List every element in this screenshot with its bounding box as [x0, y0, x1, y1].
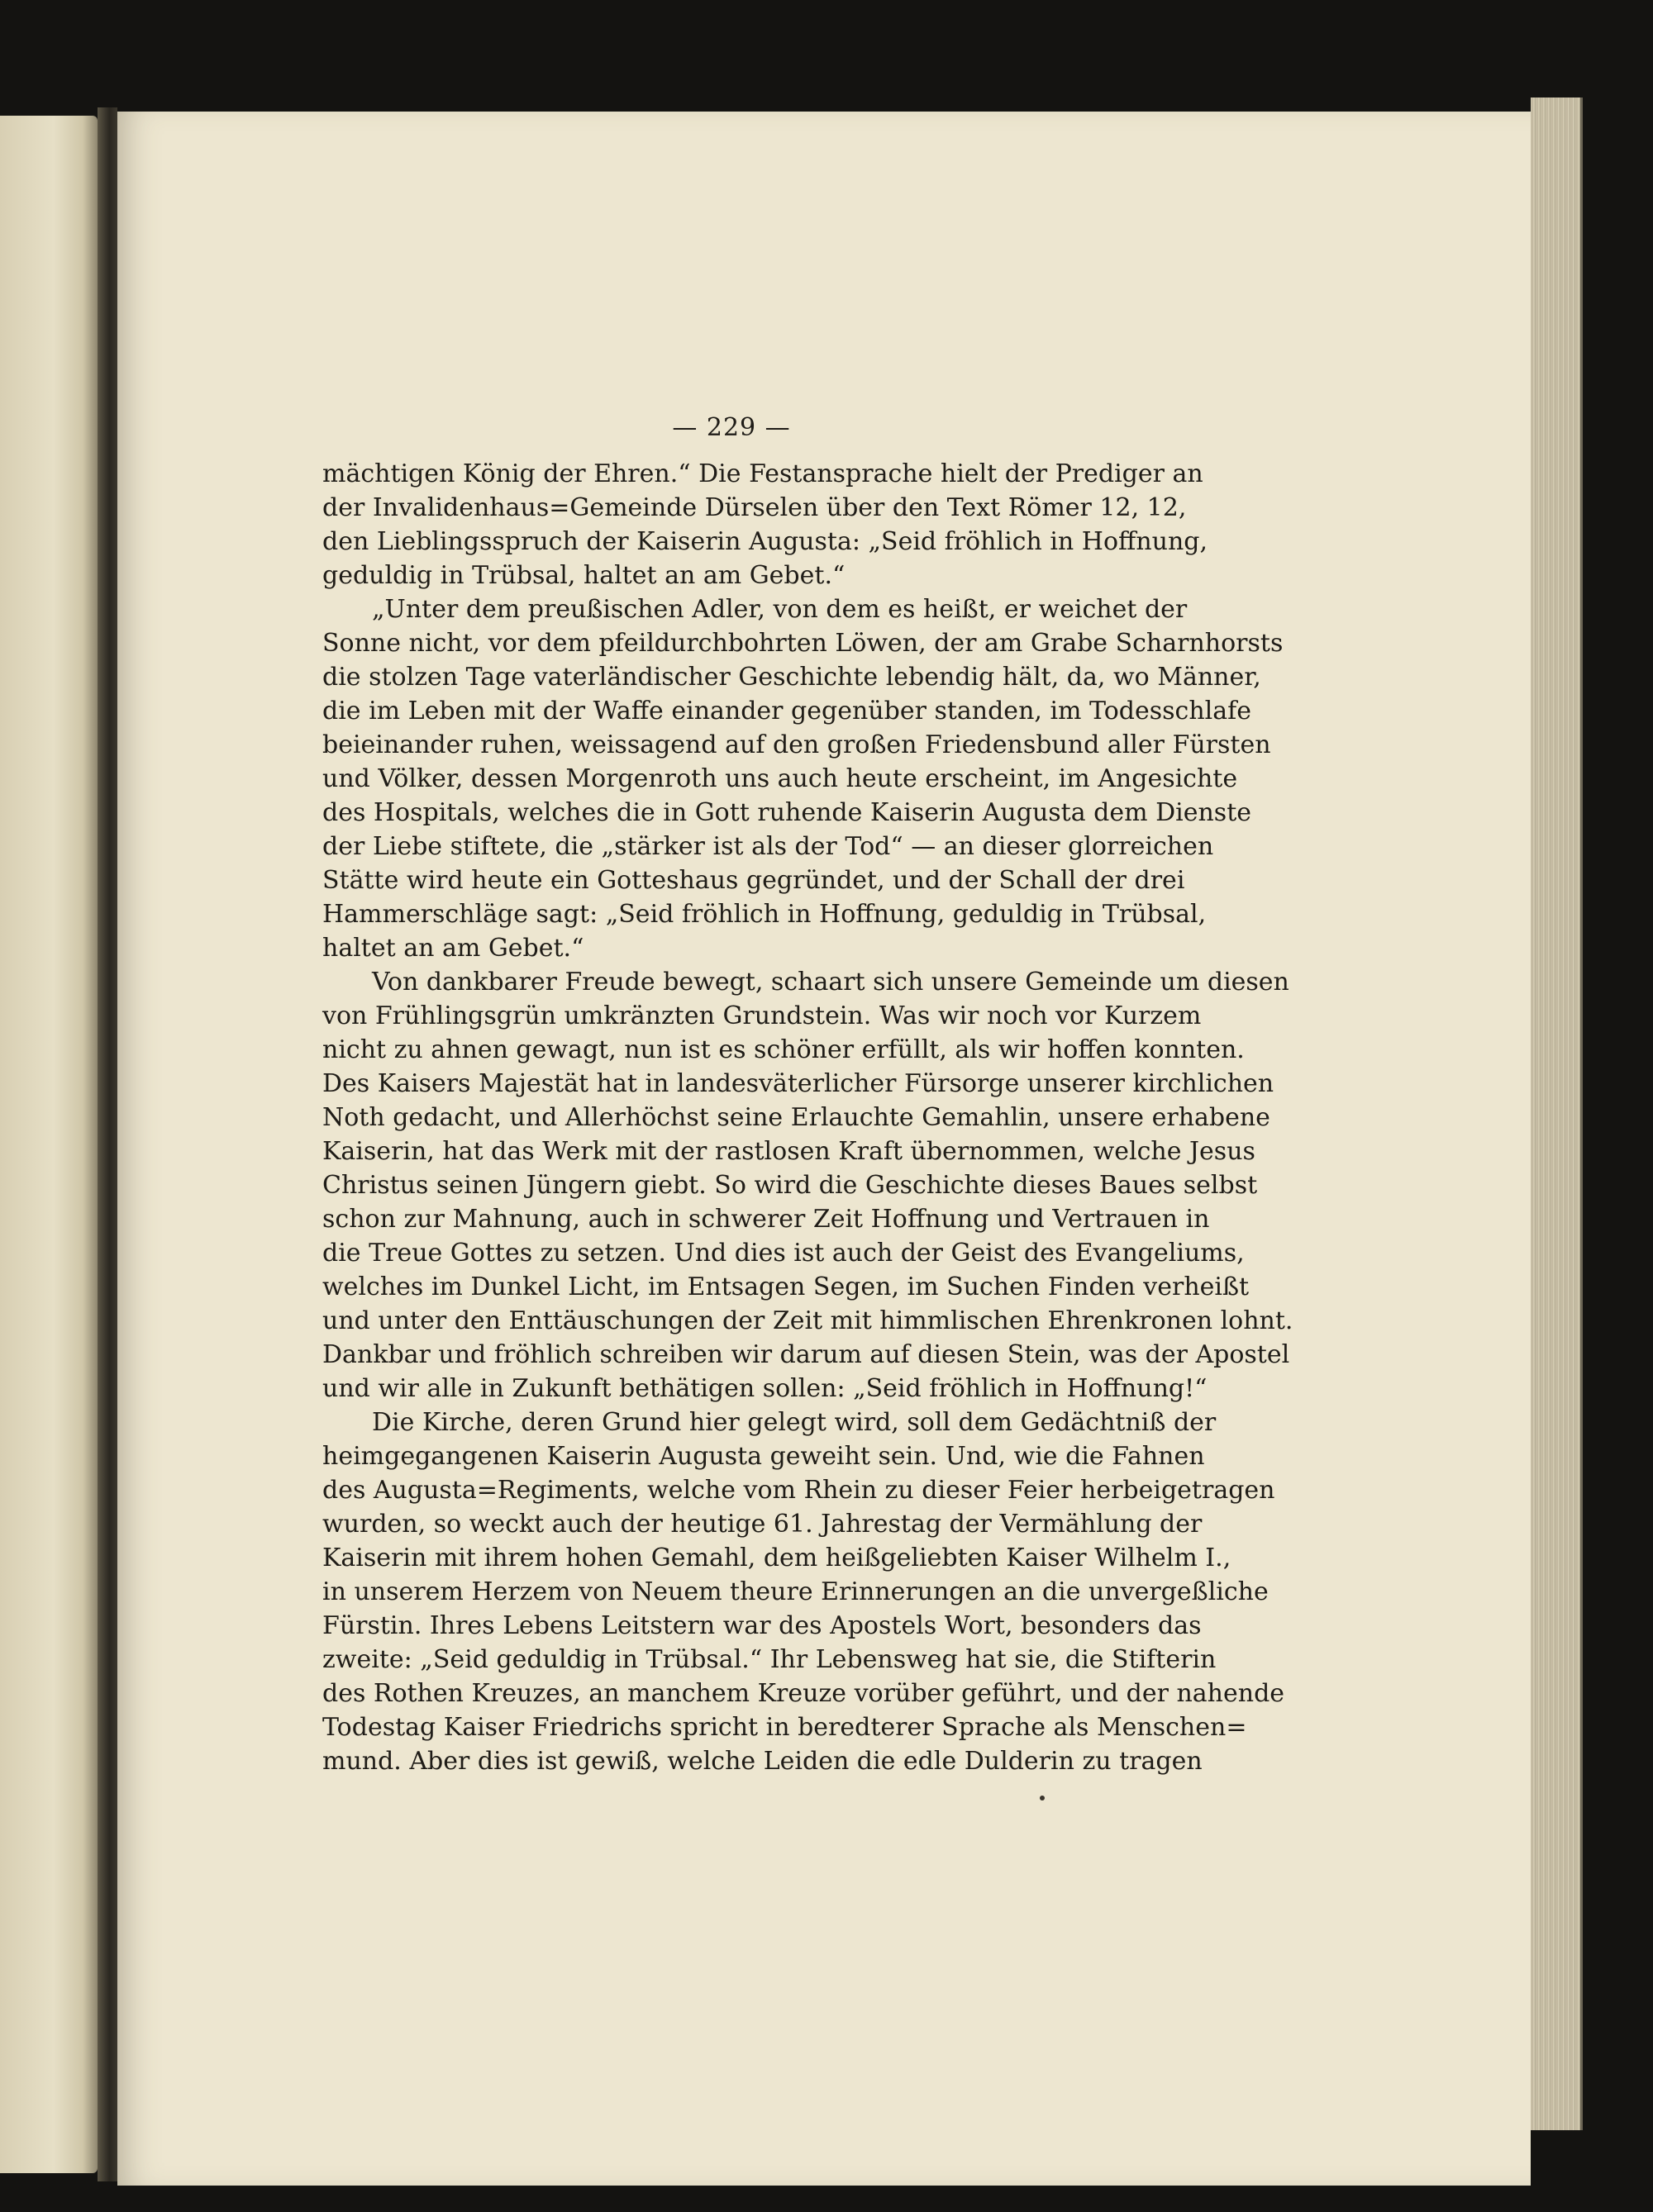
text-line: Noth gedacht, und Allerhöchst seine Erlauchte Gemahlin, unsere erhabene: [322, 1103, 1270, 1132]
text-line: heimgegangenen Kaiserin Augusta geweiht sein. Und, wie die Fahnen: [322, 1442, 1205, 1471]
text-line: nicht zu ahnen gewagt, nun ist es schöner erfüllt, als wir hoffen konnten.: [322, 1035, 1245, 1064]
text-line: geduldig in Trübsal, haltet an am Gebet.“: [322, 561, 846, 590]
text-line: der Invalidenhaus=Gemeinde Dürselen über den Text Römer 12, 12,: [322, 493, 1187, 522]
text-line: haltet an am Gebet.“: [322, 934, 584, 963]
text-line: schon zur Mahnung, auch in schwerer Zeit Hoffnung und Vertrauen in: [322, 1205, 1210, 1234]
text-line: Sonne nicht, vor dem pfeildurchbohrten Löwen, der am Grabe Scharnhorsts: [322, 629, 1284, 658]
text-line: mächtigen König der Ehren.“ Die Festansprache hielt der Prediger an: [322, 459, 1203, 488]
text-line: die stolzen Tage vaterländischer Geschichte lebendig hält, da, wo Männer,: [322, 663, 1261, 692]
text-line: von Frühlingsgrün umkränzten Grundstein. Was wir noch vor Kurzem: [322, 1001, 1202, 1030]
text-line: wurden, so weckt auch der heutige 61. Jahrestag der Vermählung der: [322, 1510, 1203, 1539]
text-line: zweite: „Seid geduldig in Trübsal.“ Ihr Lebensweg hat sie, die Stifterin: [322, 1645, 1217, 1674]
text-line: die Treue Gottes zu setzen. Und dies ist auch der Geist des Evangeliums,: [322, 1239, 1245, 1268]
text-line: „Unter dem preußischen Adler, von dem es heißt, er weichet der: [372, 595, 1188, 624]
text-line: die im Leben mit der Waffe einander gegenüber standen, im Todesschlafe: [322, 697, 1251, 725]
text-line: des Rothen Kreuzes, an manchem Kreuze vorüber geführt, und der nahende: [322, 1679, 1285, 1708]
text-line: Fürstin. Ihres Lebens Leitstern war des Apostels Wort, besonders das: [322, 1611, 1202, 1640]
left-page-edge: [0, 116, 98, 2173]
text-line: und unter den Enttäuschungen der Zeit mit himmlischen Ehrenkronen lohnt.: [322, 1306, 1293, 1335]
text-line: Des Kaisers Majestät hat in landesväterlicher Fürsorge unserer kirchlichen: [322, 1069, 1274, 1098]
text-line: des Augusta=Regiments, welche vom Rhein zu dieser Feier herbeigetragen: [322, 1476, 1275, 1505]
text-line: Kaiserin mit ihrem hohen Gemahl, dem heißgeliebten Kaiser Wilhelm I.,: [322, 1544, 1231, 1572]
text-line: Von dankbarer Freude bewegt, schaart sich unsere Gemeinde um diesen: [372, 968, 1289, 997]
page-stack-edges: [1531, 98, 1583, 2130]
text-line: und Völker, dessen Morgenroth uns auch heute erscheint, im Angesichte: [322, 764, 1238, 793]
text-line: beieinander ruhen, weissagend auf den großen Friedensbund aller Fürsten: [322, 730, 1271, 759]
text-line: der Liebe stiftete, die „stärker ist als der Tod“ — an dieser glorreichen: [322, 832, 1214, 861]
book-gutter: [98, 107, 117, 2181]
text-line: den Lieblingsspruch der Kaiserin Augusta: „Seid fröhlich in Hoffnung,: [322, 527, 1208, 556]
text-line: Kaiserin, hat das Werk mit der rastlosen Kraft übernommen, welche Jesus: [322, 1137, 1255, 1166]
text-line: und wir alle in Zukunft bethätigen sollen: „Seid fröhlich in Hoffnung!“: [322, 1374, 1208, 1403]
text-line: in unserem Herzem von Neuem theure Erinnerungen an die unvergeßliche: [322, 1577, 1269, 1606]
ink-speck: [1040, 1796, 1045, 1801]
text-line: Dankbar und fröhlich schreiben wir darum auf diesen Stein, was der Apostel: [322, 1340, 1290, 1369]
text-line: Die Kirche, deren Grund hier gelegt wird, soll dem Gedächtniß der: [372, 1408, 1217, 1437]
text-line: welches im Dunkel Licht, im Entsagen Segen, im Suchen Finden verheißt: [322, 1272, 1250, 1301]
text-line: Todestag Kaiser Friedrichs spricht in beredterer Sprache als Menschen=: [322, 1713, 1247, 1742]
page-number: — 229 —: [672, 413, 791, 442]
text-line: Stätte wird heute ein Gotteshaus gegründet, und der Schall der drei: [322, 866, 1185, 895]
page-text-block: [322, 397, 1293, 1778]
text-line: Hammerschläge sagt: „Seid fröhlich in Hoffnung, geduldig in Trübsal,: [322, 900, 1207, 929]
text-line: des Hospitals, welches die in Gott ruhende Kaiserin Augusta dem Dienste: [322, 798, 1252, 827]
text-line: mund. Aber dies ist gewiß, welche Leiden die edle Dulderin zu tragen: [322, 1747, 1203, 1776]
text-line: Christus seinen Jüngern giebt. So wird die Geschichte dieses Baues selbst: [322, 1171, 1258, 1200]
